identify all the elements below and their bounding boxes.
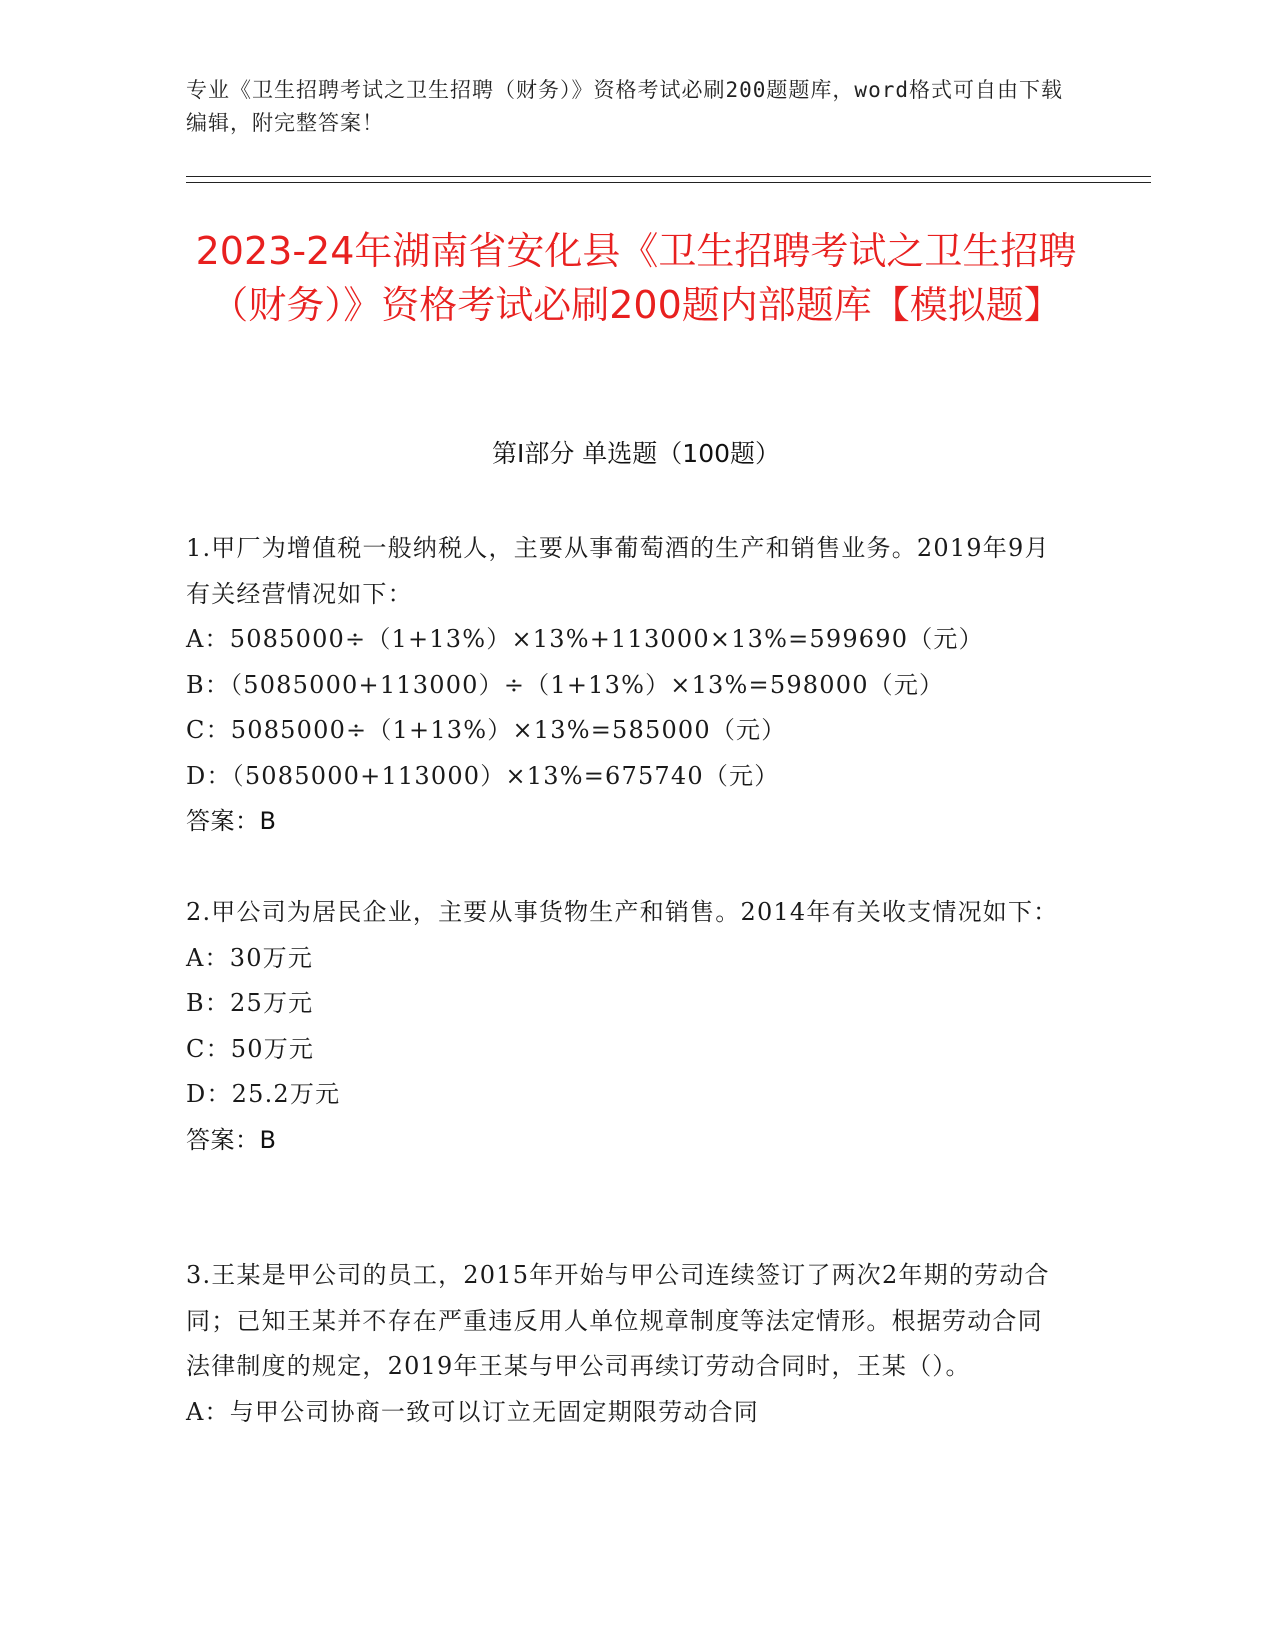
question-1 [186, 526, 1066, 845]
header-divider [186, 176, 1151, 177]
question-stem: 2.甲公司为居民企业，主要从事货物生产和销售。2014年有关收支情况如下： [186, 898, 1059, 926]
option-b: B：（5085000+113000）÷（1+13%）×13%=598000（元） [186, 670, 945, 699]
header-divider-double [186, 182, 1151, 183]
question-3 [186, 1253, 1066, 1435]
option-c: C：50万元 [186, 1034, 315, 1063]
document-title: 2023-24年湖南省安化县《卫生招聘考试之卫生招聘（财务）》资格考试必刷200题内部题库【模拟题】 [195, 229, 1077, 327]
question-stem: 1.甲厂为增值税一般纳税人，主要从事葡萄酒的生产和销售业务。2019年9月有关经营情况如下： [186, 534, 1050, 608]
option-a: A：5085000÷（1+13%）×13%+113000×13%=599690（元） [186, 625, 984, 653]
option-b: B：25万元 [186, 989, 314, 1017]
option-d: D：（5085000+113000）×13%=675740（元） [186, 761, 780, 790]
answer-text: 答案：B [186, 1125, 277, 1154]
question-stem: 3.王某是甲公司的员工，2015年开始与甲公司连续签订了两次2年期的劳动合同；已知王某并不存在严重违反用人单位规章制度等法定情形。根据劳动合同法律制度的规定，2019年王某与甲公司再续订劳动合同时，王某（）。 [186, 1261, 1050, 1380]
option-a: A：30万元 [186, 943, 314, 972]
header-note: 专业《卫生招聘考试之卫生招聘（财务）》资格考试必刷200题题库，word格式可自由下载编辑，附完整答案！ [186, 78, 1063, 135]
section-heading: 第Ⅰ部分 单选题（100题） [491, 439, 781, 468]
option-a: A：与甲公司协商一致可以订立无固定期限劳动合同 [186, 1397, 759, 1426]
question-2 [186, 890, 1066, 1163]
option-d: D：25.2万元 [186, 1080, 341, 1108]
option-c: C：5085000÷（1+13%）×13%=585000（元） [186, 716, 787, 744]
answer-text: 答案：B [186, 807, 277, 835]
